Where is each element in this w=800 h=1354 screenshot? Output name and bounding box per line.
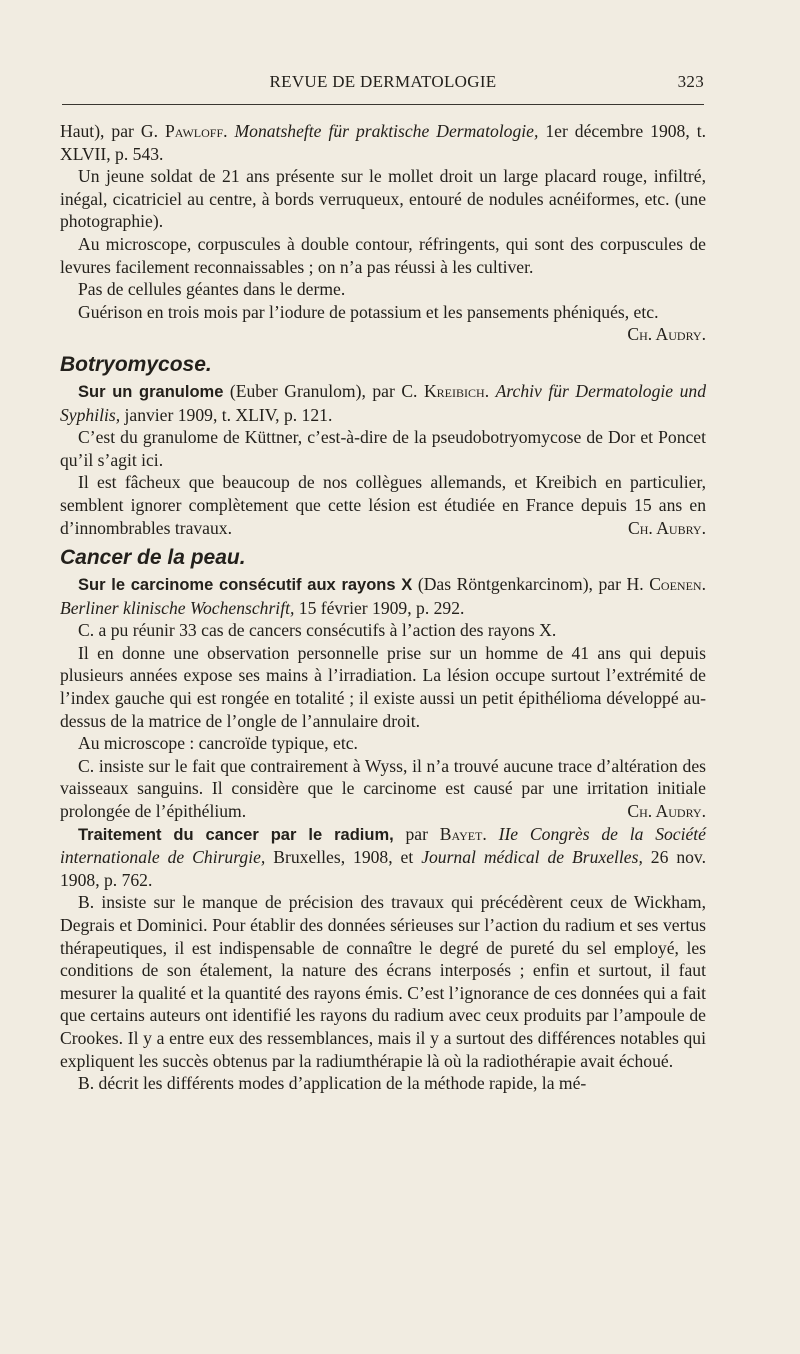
citation-text: par xyxy=(393,823,440,844)
citation xyxy=(60,573,706,619)
congress-name: IIe Congrès de la Société internationale de Chirurgie, xyxy=(60,823,706,868)
paragraph xyxy=(60,471,706,539)
journal-title: REVUE DE DERMATOLOGIE xyxy=(269,72,497,91)
author-name: Pawloff xyxy=(164,121,224,141)
author-name: Kreibich xyxy=(423,380,485,401)
section-heading-cancer: Cancer de la peau. xyxy=(60,546,246,570)
article-title: Sur le carcinome consécutif aux rayons X xyxy=(78,576,413,595)
signature: Ch. Aubry. xyxy=(627,517,706,538)
citation-text: 26 nov. 1908, p. 762. xyxy=(60,847,706,890)
signature: Ch. Audry. xyxy=(627,801,706,822)
journal-name: Journal médical de Bruxelles, xyxy=(421,847,643,868)
page-number: 323 xyxy=(677,72,704,91)
citation-text: janvier 1909, t. XLIV, p. 121. xyxy=(120,404,333,425)
journal-name: Berliner klinische Wochenschrift, xyxy=(60,597,295,618)
citation-text: 15 février 1909, p. 292. xyxy=(294,597,465,618)
section-heading-botryomycose: Botryomycose. xyxy=(60,352,212,376)
citation xyxy=(60,823,706,892)
paragraph: Pas de cellules géantes dans le derme. xyxy=(78,279,346,300)
citation-continued xyxy=(60,120,706,165)
journal-name: Monatshefte für praktische Dermatologie, xyxy=(234,121,539,141)
citation-text: 1er décembre 1908, t. XLVII, p. 543. xyxy=(60,121,706,164)
citation-text: . xyxy=(484,380,496,401)
paragraph: B. insiste sur le manque de précision des travaux qui précédèrent ceux de Wickham, Degrais et Dominici. Pour établir des données sérieuses sur l’action du radium et ses vertus thérapeutiques, il est indispensable de connaître le degré de pureté du sel employé, les conditions de son étalement, la nature des écrans interposés ; enfin et surtout, il faut mesurer la qualité et la quantité des rayons émis. C’est l’ignorance de ces données qui a fait que certains auteurs ont identifié les rayons du radium avec ceux produits par l’ampoule de Crookes. Il y a entre eux des ressemblances, mais il y a surtout des différences notables qui expliquent les succès obtenus par la radiumthérapie là où la radiothérapie avait échoué. xyxy=(60,892,706,1071)
paragraph: Au microscope : cancroïde typique, etc. xyxy=(78,733,358,754)
paragraph xyxy=(60,755,706,823)
paragraph-text: Il est fâcheux que beaucoup de nos collègues allemands, et Kreibich en particulier, semblent ignorer complètement que cette lésion est étudiée en France depuis 15 ans en d’innombrables travaux. xyxy=(60,472,706,538)
citation-text: (Das Röntgenkarcinom), par H. xyxy=(412,574,650,595)
citation-text: Haut), par G. xyxy=(60,121,165,141)
article-title: Sur un granulome xyxy=(78,382,224,401)
author-name: Bayet xyxy=(439,823,483,844)
paragraph: C’est du granulome de Küttner, c’est-à-dire de la pseudobotryomycose de Dor et Poncet qu’il s’agit ici. xyxy=(60,427,706,470)
header-rule xyxy=(62,104,704,105)
paragraph: Un jeune soldat de 21 ans présente sur le mollet droit un large placard rouge, infiltré, inégal, cicatriciel au centre, à bords verruqueux, entouré de nodules acnéiformes, etc. (une photographie). xyxy=(60,166,706,232)
paragraph: Il en donne une observation personnelle prise sur un homme de 41 ans qui depuis plusieurs années expose ses mains à l’irradiation. La lésion occupe surtout l’extrémité de l’index gauche qui est rongée en totalité ; il existe aussi un petit épithélioma développé au-dessus de la matrice de l’ongle de l’annulaire droit. xyxy=(60,642,706,731)
article-body xyxy=(60,120,706,1095)
paragraph xyxy=(60,301,706,346)
citation xyxy=(60,380,706,426)
citation-text: . xyxy=(482,823,499,844)
citation-text: . xyxy=(223,121,235,141)
article-title: Traitement du cancer par le radium, xyxy=(78,825,394,844)
running-header xyxy=(60,68,706,96)
signature: Ch. Audry. xyxy=(627,324,706,345)
citation-text: . xyxy=(701,574,706,595)
paragraph-text: C. insiste sur le fait que contrairement à Wyss, il n’a trouvé aucune trace d’altération des vaisseaux sanguins. Il considère que le carcinome est causé par une irritation initiale prolongée de l’épithélium. xyxy=(60,755,706,822)
author-name: Coenen xyxy=(649,574,702,595)
journal-name: Archiv für Dermatologie und Syphilis, xyxy=(60,380,706,425)
paragraph: C. a pu réunir 33 cas de cancers consécutifs à l’action des rayons X. xyxy=(78,620,557,641)
citation-text: (Euber Granulom), par C. xyxy=(223,380,424,401)
paragraph: Au microscope, corpuscules à double contour, réfringents, qui sont des corpuscules de levures facilement reconnaissables ; on n’a pas réussi à les cultiver. xyxy=(60,233,706,277)
paragraph: B. décrit les différents modes d’application de la méthode rapide, la mé- xyxy=(78,1073,587,1094)
paragraph-text: Guérison en trois mois par l’iodure de potassium et les pansements phéniqués, etc. xyxy=(78,301,659,322)
citation-text: Bruxelles, 1908, et xyxy=(265,847,422,868)
